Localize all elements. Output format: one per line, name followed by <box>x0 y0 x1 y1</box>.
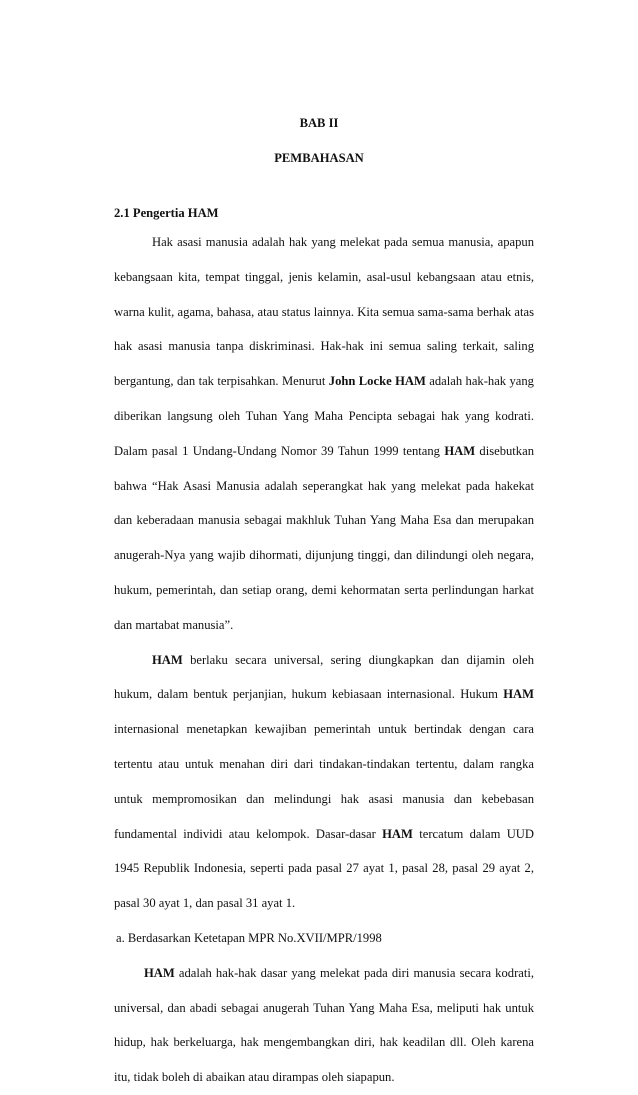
chapter-title: PEMBAHASAN <box>274 151 364 165</box>
document-body <box>114 225 534 1095</box>
p1-text-3: disebutkan bahwa “Hak Asasi Manusia adalah seperangkat hak yang melekat pada hakekat dan keberadaan manusia sebagai makhluk Tuhan Yang Maha Esa dan merupakan anugerah-Nya yang wajib dihormati, dijunjung tinggi, dan dilindungi oleh negara, hukum, pemerintah, dan setiap orang, demi kehormatan serta perlindungan harkat dan martabat manusia”. <box>114 443 534 632</box>
p2-text-3: tercatum dalam UUD 1945 Republik Indonesia, seperti pada pasal 27 ayat 1, pasal 28, pasal 29 ayat 2, pasal 30 ayat 1, dan pasal 31 ayat 1. <box>114 826 534 911</box>
p2-text-1: berlaku secara universal, sering diungkapkan dan dijamin oleh hukum, dalam bentuk perjanjian, hukum kebiasaan internasional. Hukum <box>114 652 534 702</box>
paragraph-2 <box>114 643 534 921</box>
p1-bold-2: HAM <box>444 443 476 458</box>
p2-bold-2: HAM <box>503 687 534 702</box>
section-title: 2.1 Pengertia HAM <box>114 206 219 220</box>
p1-text-2: adalah hak-hak yang diberikan langsung oleh Tuhan Yang Maha Pencipta sebagai hak yang kodrati. Dalam pasal 1 Undang-Undang Nomor 39 Tahun 1999 tentang <box>114 374 534 458</box>
p3-text-1: adalah hak-hak dasar yang melekat pada diri manusia secara kodrati, universal, dan abadi sebagai anugerah Tuhan Yang Maha Esa, meliputi hak untuk hidup, hak berkeluarga, hak mengembangkan diri, hak keadilan dll. Oleh karena itu, tidak boleh di abaikan atau dirampas oleh siapapun. <box>114 965 534 1085</box>
paragraph-1 <box>114 225 534 643</box>
p1-bold-1: John Locke HAM <box>328 374 426 389</box>
list-item-a: a. Berdasarkan Ketetapan MPR No.XVII/MPR/1998 <box>116 930 382 945</box>
p1-text-1: Hak asasi manusia adalah hak yang melekat pada semua manusia, apapun kebangsaan kita, tempat tinggal, jenis kelamin, asal-usul kebangsaan atau etnis, warna kulit, agama, bahasa, atau status lainnya. Kita semua sama-sama berhak atas hak asasi manusia tanpa diskriminasi. Hak-hak ini semua saling terkait, saling bergantung, dan tak terpisahkan. Menurut <box>114 235 534 389</box>
chapter-number: BAB II <box>299 116 339 130</box>
p2-text-2: internasional menetapkan kewajiban pemerintah untuk bertindak dengan cara tertentu atau untuk menahan diri dari tindakan-tindakan tertentu, dalam rangka untuk mempromosikan dan melindungi hak asasi manusia dan kebebasan fundamental individi atau kelompok. Dasar-dasar <box>114 722 534 841</box>
p3-bold-1: HAM <box>144 965 175 980</box>
paragraph-3 <box>114 956 534 1095</box>
p2-bold-3: HAM <box>382 826 413 841</box>
p2-bold-1: HAM <box>152 652 183 667</box>
